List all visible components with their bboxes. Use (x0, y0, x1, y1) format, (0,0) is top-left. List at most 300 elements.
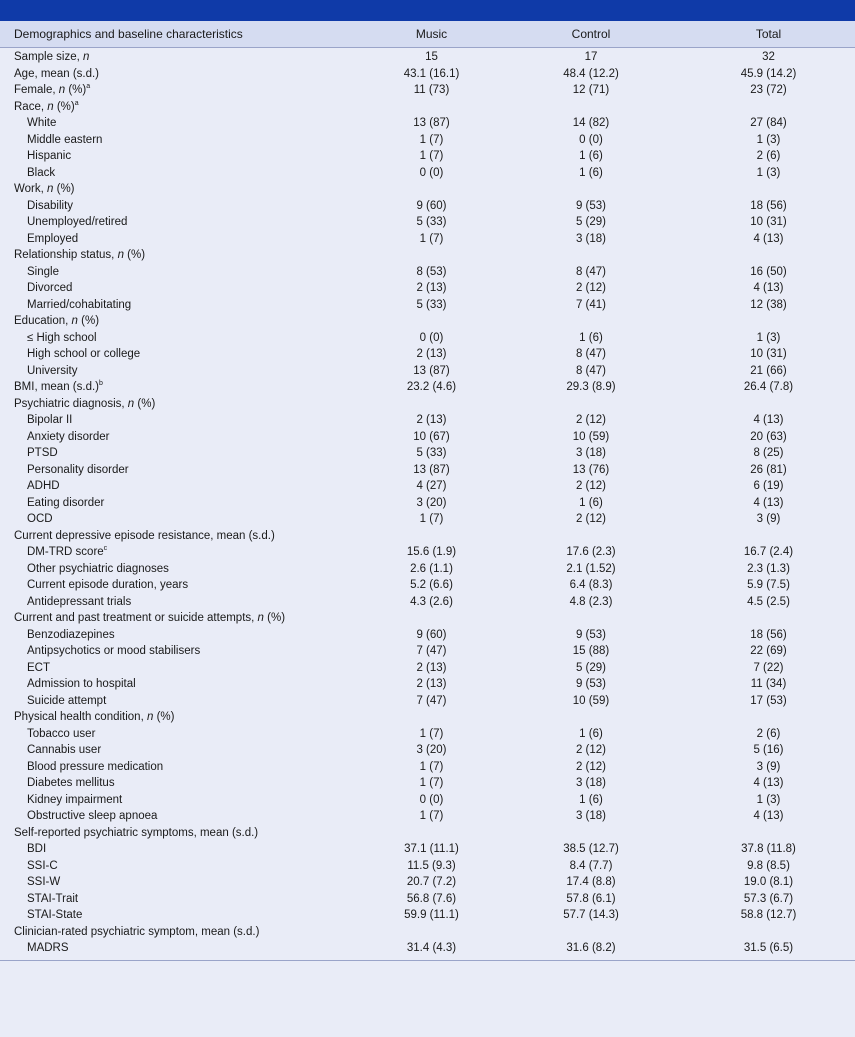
row-label (0, 709, 363, 726)
cell-control: 10 (59) (572, 694, 610, 707)
cell-control: 2 (12) (575, 480, 607, 492)
row-label-label: Diabetes mellitus (27, 777, 115, 789)
table-row (0, 148, 855, 165)
cell-control: 2 (12) (575, 414, 607, 426)
table-row (0, 396, 855, 413)
row-label (0, 379, 363, 396)
row-label-label: Blood pressure medication (27, 760, 164, 773)
row-label-label: MADRS (27, 942, 69, 954)
cell-control: 8 (47) (575, 265, 607, 278)
cell-music: 2 (13) (416, 414, 447, 426)
row-label (0, 280, 363, 297)
cell-music: 20.7 (7.2) (406, 876, 457, 888)
row-label (0, 99, 363, 116)
row-label-label: Race, (14, 100, 48, 113)
row-label (0, 610, 363, 627)
cell-total: 27 (84) (750, 117, 787, 129)
row-label-label: SSI-W (27, 876, 61, 888)
row-label (0, 445, 363, 462)
table-row (0, 231, 855, 248)
row-label-label: STAI-Trait (27, 892, 79, 905)
row-label (0, 577, 363, 594)
cell-control: 8 (47) (575, 348, 607, 360)
cell-music: 11 (73) (413, 84, 450, 96)
table-row (0, 379, 855, 396)
cell-music: 13 (87) (413, 117, 450, 129)
row-label (0, 132, 363, 149)
cell-total: 2.3 (1.3) (747, 562, 790, 575)
cell-music: 2.6 (1.1) (410, 562, 453, 575)
table-row (0, 709, 855, 726)
cell-total: 16.7 (2.4) (743, 546, 794, 558)
row-label-ital: n (117, 249, 124, 261)
row-label-label: DM-TRD score (27, 546, 104, 558)
cell-music: 11.5 (9.3) (407, 859, 456, 872)
cell-music: 1 (7) (419, 232, 444, 245)
cell-total: 4.5 (2.5) (747, 595, 790, 608)
header-characteristics: Demographics and baseline characteristics (14, 27, 243, 41)
row-label-label: Tobacco user (27, 727, 96, 740)
row-label-label: Admission to hospital (27, 678, 136, 690)
cell-control: 2 (12) (575, 760, 607, 773)
cell-total: 5.9 (7.5) (747, 579, 790, 591)
row-label-label: Female, (14, 84, 59, 96)
table-row (0, 594, 855, 611)
table-row (0, 627, 855, 644)
row-label-label: Obstructive sleep apnoea (27, 810, 158, 822)
row-label-label: Kidney impairment (27, 793, 123, 806)
row-label-label: Antipsychotics or mood stabilisers (27, 645, 201, 657)
cell-total: 26.4 (7.8) (743, 381, 794, 393)
table-row (0, 858, 855, 875)
row-label (0, 412, 363, 429)
cell-total: 1 (3) (756, 133, 781, 146)
table-row (0, 907, 855, 924)
row-label-label: OCD (27, 513, 53, 525)
cell-control: 1 (6) (579, 166, 603, 179)
row-label (0, 363, 363, 380)
table-row (0, 792, 855, 809)
row-label-label: High school or college (27, 348, 141, 360)
row-label (0, 330, 363, 347)
cell-music: 9 (60) (416, 628, 447, 641)
cell-total: 7 (22) (753, 661, 784, 674)
table-row (0, 264, 855, 281)
header-control: Control (571, 27, 611, 41)
row-label-ital: n (146, 711, 154, 723)
cell-total: 37.8 (11.8) (741, 843, 796, 855)
row-label (0, 891, 363, 908)
cell-control: 57.7 (14.3) (563, 909, 619, 921)
cell-control: 9 (53) (575, 678, 607, 690)
table-row (0, 759, 855, 776)
row-label (0, 115, 363, 132)
table-row (0, 495, 855, 512)
row-label (0, 742, 363, 759)
row-label-after: (%) (153, 711, 175, 723)
cell-total: 1 (3) (756, 331, 781, 344)
cell-control: 1 (6) (579, 496, 603, 509)
cell-music: 1 (7) (419, 760, 444, 773)
row-label-label: Current and past treatment or suicide attempts, (14, 612, 258, 624)
row-label (0, 627, 363, 644)
row-label (0, 49, 363, 66)
cell-total: 4 (13) (753, 496, 784, 509)
cell-music: 9 (60) (416, 199, 447, 212)
cell-total: 31.5 (6.5) (743, 942, 794, 954)
row-label-label: White (27, 117, 57, 129)
row-label-after: (%) (65, 84, 87, 96)
cell-total: 20 (63) (750, 430, 787, 443)
row-label-label: Current episode duration, years (27, 579, 189, 591)
table-row (0, 214, 855, 231)
cell-music: 37.1 (11.1) (404, 843, 459, 855)
cell-control: 3 (18) (575, 232, 607, 245)
row-label-label: Employed (27, 232, 79, 245)
row-label-label: Work, (14, 183, 48, 195)
cell-total: 45.9 (14.2) (740, 67, 797, 80)
row-label-ital: n (83, 51, 90, 63)
row-label-label: Antidepressant trials (27, 595, 132, 608)
row-label (0, 165, 363, 182)
table-row (0, 313, 855, 330)
row-label (0, 693, 363, 710)
table-row (0, 874, 855, 891)
row-label-label: Suicide attempt (27, 694, 107, 707)
cell-control: 9 (53) (575, 628, 607, 641)
header-total: Total (755, 27, 782, 41)
cell-control: 5 (29) (575, 216, 607, 228)
cell-music: 4.3 (2.6) (410, 595, 453, 608)
cell-control: 31.6 (8.2) (566, 942, 616, 954)
row-label (0, 660, 363, 677)
row-label (0, 495, 363, 512)
cell-control: 9 (53) (575, 199, 607, 212)
cell-music: 1 (7) (419, 133, 444, 146)
row-label-ital: n (127, 397, 135, 410)
row-label-label: SSI-C (27, 859, 58, 872)
table-row (0, 660, 855, 677)
cell-total: 10 (31) (750, 216, 787, 228)
cell-music: 3 (20) (416, 496, 447, 509)
cell-control: 2 (12) (575, 513, 607, 525)
row-label-after: (%) (77, 315, 100, 327)
cell-total: 21 (66) (750, 364, 787, 377)
row-label-label: Self-reported psychiatric symptoms, mean (s.d.) (14, 826, 259, 839)
row-label (0, 313, 363, 330)
row-label (0, 676, 363, 693)
cell-total: 2 (6) (756, 150, 781, 162)
cell-total: 32 (762, 51, 775, 63)
table-row (0, 891, 855, 908)
table-bottom-rule (0, 960, 855, 961)
table-row (0, 577, 855, 594)
row-label (0, 907, 363, 924)
cell-music: 31.4 (4.3) (406, 942, 457, 954)
cell-music: 13 (87) (413, 463, 450, 476)
cell-music: 43.1 (16.1) (403, 67, 460, 80)
row-label-sup: a (74, 99, 79, 107)
table-row (0, 924, 855, 941)
table-row (0, 643, 855, 660)
row-label (0, 594, 363, 611)
cell-total: 23 (72) (750, 84, 787, 96)
row-label-ital: n (257, 612, 264, 624)
table-row (0, 676, 855, 693)
row-label (0, 264, 363, 281)
cell-control: 17.6 (2.3) (566, 546, 616, 558)
cell-music: 0 (0) (419, 331, 444, 344)
table-row (0, 181, 855, 198)
table-row (0, 115, 855, 132)
cell-music: 7 (47) (416, 645, 447, 657)
row-label-label: Divorced (27, 282, 73, 294)
row-label-label: Education, (14, 315, 72, 327)
row-label (0, 841, 363, 858)
row-label (0, 148, 363, 165)
cell-control: 6.4 (8.3) (569, 579, 613, 591)
cell-total: 26 (81) (750, 463, 787, 476)
cell-total: 4 (13) (753, 414, 784, 426)
table-row (0, 82, 855, 99)
cell-total: 6 (19) (753, 480, 784, 492)
table-row (0, 511, 855, 528)
table-row (0, 429, 855, 446)
row-label (0, 808, 363, 825)
cell-music: 2 (13) (416, 661, 447, 674)
row-label (0, 82, 363, 99)
row-label-label: Hispanic (27, 150, 72, 162)
row-label-label: Black (27, 166, 56, 179)
row-label-label: Sample size, (14, 51, 84, 63)
cell-control: 5 (29) (575, 661, 607, 674)
table-row (0, 363, 855, 380)
row-label (0, 511, 363, 528)
cell-total: 4 (13) (753, 232, 784, 245)
row-label (0, 462, 363, 479)
cell-control: 2 (12) (575, 744, 607, 756)
cell-control: 17.4 (8.8) (566, 876, 616, 888)
table-row (0, 99, 855, 116)
table-row (0, 280, 855, 297)
cell-total: 22 (69) (750, 645, 787, 657)
table-row (0, 742, 855, 759)
cell-control: 48.4 (12.2) (563, 67, 619, 80)
cell-music: 2 (13) (416, 348, 447, 360)
cell-control: 3 (18) (575, 777, 607, 789)
cell-music: 59.9 (11.1) (404, 909, 459, 921)
row-label-label: University (27, 364, 78, 377)
row-label (0, 792, 363, 809)
cell-total: 16 (50) (750, 265, 787, 278)
table-row (0, 808, 855, 825)
cell-music: 13 (87) (413, 364, 450, 377)
row-label-label: Anxiety disorder (27, 430, 110, 443)
cell-control: 13 (76) (572, 463, 610, 476)
table-top-bar (0, 0, 855, 21)
table-row (0, 330, 855, 347)
row-label (0, 726, 363, 743)
cell-music: 2 (13) (416, 282, 447, 294)
row-label (0, 214, 363, 231)
cell-control: 8.4 (7.7) (569, 859, 613, 872)
cell-control: 1 (6) (579, 150, 603, 162)
cell-total: 9.8 (8.5) (747, 859, 790, 872)
row-label-label: Married/cohabitating (27, 298, 132, 311)
table-row (0, 693, 855, 710)
row-label-label: Disability (27, 199, 74, 212)
cell-music: 23.2 (4.6) (406, 381, 457, 393)
cell-music: 5 (33) (416, 216, 447, 228)
cell-music: 7 (47) (416, 694, 447, 707)
cell-control: 14 (82) (572, 117, 610, 129)
row-label-after: (%) (123, 249, 146, 261)
cell-music: 5.2 (6.6) (410, 579, 453, 591)
row-label (0, 181, 363, 198)
cell-total: 4 (13) (753, 810, 784, 822)
row-label-label: Clinician-rated psychiatric symptom, mean (s.d.) (14, 925, 260, 938)
cell-control: 57.8 (6.1) (566, 892, 616, 905)
table-row (0, 726, 855, 743)
row-label (0, 858, 363, 875)
row-label-label: Physical health condition, (14, 711, 147, 723)
row-label-label: Bipolar II (27, 414, 73, 426)
cell-total: 19.0 (8.1) (743, 876, 794, 888)
cell-music: 0 (0) (419, 793, 444, 806)
cell-control: 3 (18) (575, 810, 607, 822)
row-label (0, 874, 363, 891)
table-body (0, 48, 855, 957)
cell-music: 2 (13) (416, 678, 447, 690)
table-row (0, 528, 855, 545)
cell-total: 1 (3) (756, 166, 781, 179)
table-row (0, 561, 855, 578)
cell-music: 1 (7) (419, 777, 444, 789)
table-row (0, 940, 855, 957)
table-row (0, 775, 855, 792)
cell-music: 1 (7) (419, 810, 444, 822)
cell-music: 1 (7) (419, 150, 444, 162)
row-label-label: Cannabis user (27, 744, 102, 756)
cell-music: 0 (0) (419, 166, 444, 179)
cell-total: 18 (56) (750, 628, 787, 641)
cell-control: 29.3 (8.9) (566, 381, 616, 393)
row-label-label: Unemployed/retired (27, 216, 128, 228)
row-label-ital: n (47, 100, 54, 113)
cell-music: 1 (7) (419, 727, 444, 740)
row-label-label: Current depressive episode resistance, mean (s.d.) (14, 529, 275, 542)
row-label (0, 66, 363, 83)
cell-control: 0 (0) (579, 133, 603, 146)
cell-control: 7 (41) (575, 298, 607, 311)
row-label-label: Eating disorder (27, 496, 105, 509)
table-row (0, 297, 855, 314)
table-row (0, 544, 855, 561)
row-label-label: Benzodiazepines (27, 628, 115, 641)
cell-total: 12 (38) (750, 298, 787, 311)
row-label-label: Age, mean (s.d.) (14, 67, 100, 80)
cell-control: 1 (6) (579, 793, 603, 806)
row-label (0, 544, 363, 561)
cell-music: 56.8 (7.6) (406, 892, 457, 905)
cell-total: 3 (9) (756, 760, 781, 773)
row-label-after: (%) (53, 183, 75, 195)
row-label (0, 396, 363, 413)
cell-control: 4.8 (2.3) (569, 595, 613, 608)
row-label (0, 759, 363, 776)
cell-total: 18 (56) (750, 199, 787, 212)
row-label (0, 825, 363, 842)
cell-music: 5 (33) (416, 447, 447, 459)
cell-control: 2 (12) (575, 282, 607, 294)
row-label-label: STAI-State (27, 909, 83, 921)
cell-total: 58.8 (12.7) (740, 909, 797, 921)
table-row (0, 247, 855, 264)
row-label-ital: n (47, 183, 54, 195)
cell-music: 1 (7) (419, 513, 444, 525)
cell-total: 4 (13) (753, 282, 784, 294)
row-label-sup: c (103, 545, 108, 553)
cell-music: 5 (33) (416, 298, 447, 311)
row-label-after: (%) (263, 612, 286, 624)
cell-music: 15 (425, 51, 438, 63)
table-row (0, 132, 855, 149)
cell-total: 8 (25) (753, 447, 784, 459)
cell-total: 4 (13) (753, 777, 784, 789)
row-label-label: Middle eastern (27, 133, 103, 146)
row-label-label: Personality disorder (27, 463, 129, 476)
row-label-after: (%) (53, 100, 75, 113)
cell-music: 15.6 (1.9) (406, 546, 457, 558)
row-label-sup: a (86, 83, 91, 91)
table-row (0, 412, 855, 429)
row-label (0, 940, 363, 957)
row-label-label: PTSD (27, 447, 58, 459)
table-row (0, 825, 855, 842)
row-label-label: ADHD (27, 480, 60, 492)
table-header-row (0, 21, 855, 48)
cell-control: 1 (6) (579, 727, 603, 740)
cell-control: 38.5 (12.7) (563, 843, 619, 855)
row-label-label: BDI (27, 843, 47, 855)
cell-control: 2.1 (1.52) (566, 562, 616, 575)
row-label-label: Single (27, 265, 59, 278)
cell-total: 10 (31) (750, 348, 787, 360)
row-label (0, 561, 363, 578)
cell-music: 10 (67) (413, 430, 450, 443)
row-label-label: ≤ High school (27, 331, 97, 344)
row-label-label: BMI, mean (s.d.) (14, 381, 99, 393)
row-label-ital: n (71, 315, 78, 327)
cell-control: 15 (88) (572, 645, 610, 657)
table-row (0, 462, 855, 479)
cell-total: 3 (9) (756, 513, 781, 525)
table-row (0, 478, 855, 495)
table-row (0, 49, 855, 66)
cell-total: 5 (16) (753, 744, 784, 756)
row-label (0, 924, 363, 941)
row-label-label: ECT (27, 661, 50, 674)
table-row (0, 198, 855, 215)
cell-total: 1 (3) (756, 793, 781, 806)
table-row (0, 841, 855, 858)
row-label-ital: n (58, 84, 66, 96)
row-label (0, 346, 363, 363)
cell-control: 3 (18) (575, 447, 607, 459)
cell-total: 17 (53) (750, 694, 787, 707)
cell-music: 4 (27) (416, 480, 447, 492)
row-label (0, 528, 363, 545)
